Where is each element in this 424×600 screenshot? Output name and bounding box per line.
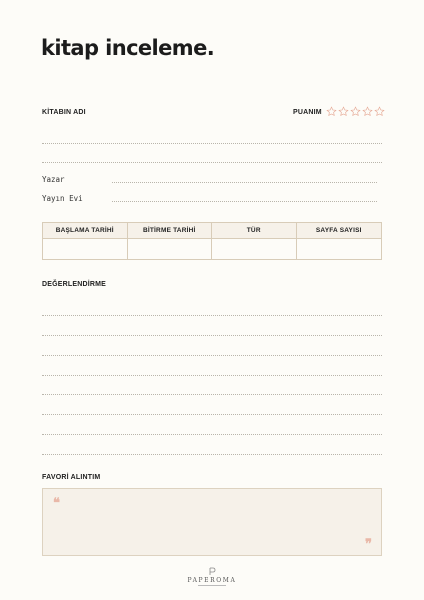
review-line[interactable] <box>42 394 382 395</box>
book-details-table <box>42 222 382 260</box>
open-quote-icon: ❝ <box>53 496 60 511</box>
review-line[interactable] <box>42 375 382 376</box>
star-icon[interactable] <box>326 106 337 117</box>
favorite-quote-box[interactable] <box>42 488 382 556</box>
book-name-label: KİTABIN ADI <box>42 109 86 116</box>
review-line[interactable] <box>42 315 382 316</box>
genre-cell[interactable] <box>212 239 297 259</box>
favorite-quote-label: FAVORİ ALINTIM <box>42 474 101 481</box>
author-label: Yazar <box>42 175 65 184</box>
author-field[interactable] <box>112 182 377 183</box>
book-name-line[interactable] <box>42 143 382 144</box>
review-line[interactable] <box>42 434 382 435</box>
publisher-label: Yayın Evi <box>42 194 83 203</box>
end-date-cell[interactable] <box>128 239 213 259</box>
review-label: DEĞERLENDİRME <box>42 281 107 288</box>
star-icon[interactable] <box>374 106 385 117</box>
page-title: kitap inceleme. <box>41 36 215 60</box>
rating-label: PUANIM <box>293 109 322 116</box>
page-count-cell[interactable] <box>297 239 382 259</box>
publisher-field[interactable] <box>112 201 377 202</box>
review-line[interactable] <box>42 355 382 356</box>
close-quote-icon: ❞ <box>365 537 372 552</box>
brand-name: PAPEROMA <box>187 577 237 584</box>
brand-logo-icon <box>208 567 216 576</box>
genre-header: TÜR <box>212 223 297 239</box>
start-date-cell[interactable] <box>43 239 128 259</box>
book-name-line[interactable] <box>42 162 382 163</box>
review-line[interactable] <box>42 335 382 336</box>
star-icon[interactable] <box>362 106 373 117</box>
review-line[interactable] <box>42 414 382 415</box>
page-count-header: SAYFA SAYISI <box>297 223 382 239</box>
brand-divider <box>198 585 226 586</box>
review-line[interactable] <box>42 454 382 455</box>
star-icon[interactable] <box>338 106 349 117</box>
star-icon[interactable] <box>350 106 361 117</box>
rating-stars[interactable] <box>326 106 385 117</box>
end-date-header: BİTİRME TARİHİ <box>128 223 213 239</box>
start-date-header: BAŞLAMA TARİHİ <box>43 223 128 239</box>
